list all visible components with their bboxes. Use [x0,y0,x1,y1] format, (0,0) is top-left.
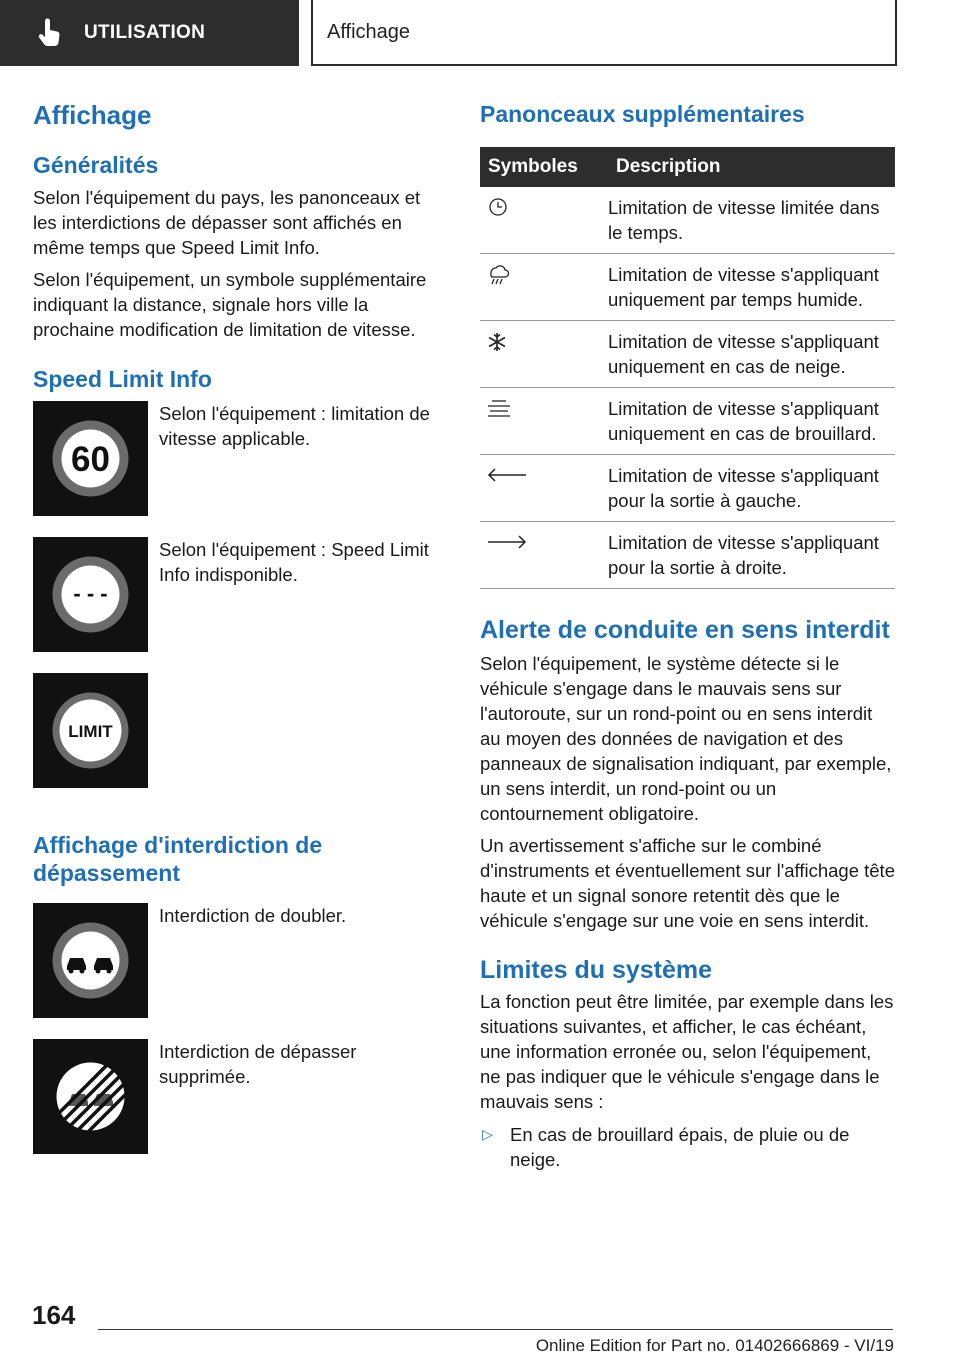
page-title: Affichage [33,100,152,130]
table-row [480,254,895,321]
limites-heading: Limites du système [480,956,713,984]
panonceaux-table [480,147,895,589]
row-description: Limitation de vitesse s'appliquant pour la sortie à droite. [608,522,895,589]
speed-limit-item [33,537,443,673]
arrow-right-icon [486,532,528,552]
generalites-heading: Généralités [33,152,159,178]
rain-icon [486,264,510,286]
table-row [480,321,895,388]
page-topic-tab [311,0,897,66]
overtaking-item [33,903,443,1039]
list-item-text: En cas de brouillard épais, de pluie ou de neige. [510,1124,850,1170]
speed-limit-60-sign [33,401,148,516]
speed-limit-heading: Speed Limit Info [33,366,212,392]
fog-icon [486,398,512,420]
hand-pointer-icon [36,18,64,48]
list-item [480,1122,895,1172]
row-description: Limitation de vitesse s'appliquant uniquement en cas de brouillard. [608,388,895,455]
limites-paragraph: La fonction peut être limitée, par exemple dans les situations suivantes, et afficher, le cas échéant, une information erronée ou, selon l'équipement, ne pas indiquer que le véhicule s'engage dans le mauvais sens : [480,991,894,1112]
clock-icon [486,197,510,217]
page-topic: Affichage [327,20,411,43]
speed-limit-text: Selon l'équipement : limitation de vitesse applicable. [159,403,430,449]
left-column [33,100,443,1175]
generalites-paragraph-1: Selon l'équipement du pays, les panonceaux et les interdictions de dépasser sont affichés en même temps que Speed Limit Info. [33,187,421,258]
speed-limit-unavailable-sign [33,537,148,652]
arrow-left-icon [486,465,528,485]
alerte-paragraph-2: Un avertissement s'affiche sur le combiné d'instruments et éventuellement sur l'affichage tête haute et un signal sonore retentit dès que le véhicule s'engage sur une voie en sens interdit. [480,835,895,931]
sign-limit-text: LIMIT [68,722,113,741]
table-row [480,522,895,589]
overtaking-text: Interdiction de doubler. [159,905,347,926]
col-description-header: Description [608,147,895,187]
alerte-paragraph-1: Selon l'équipement, le système détecte si le véhicule s'engage dans le mauvais sens sur l'autoroute, sur un rond-point ou en sens interdit au moyen des données de navigation et des panneaux de signalisation indiquant, par exemple, un sens interdit, un rond-point ou un contournement obligatoire. [480,653,892,824]
sign-60-text: 60 [71,440,110,479]
section-tab [0,0,299,66]
alerte-heading: Alerte de conduite en sens interdit [480,616,890,644]
generalites-paragraph-2: Selon l'équipement, un symbole supplémentaire indiquant la distance, signale hors ville la prochaine modification de limitation de vitesse. [33,269,427,340]
row-description: Limitation de vitesse s'appliquant pour la sortie à gauche. [608,455,895,522]
no-overtaking-sign [33,903,148,1018]
sign-dashes-text: - - - [73,581,108,606]
footer-edition: Online Edition for Part no. 01402666869 - VI/19 [535,1336,894,1355]
snowflake-icon [486,331,508,353]
row-description: Limitation de vitesse limitée dans le temps. [608,187,895,254]
overtaking-item [33,1039,443,1175]
row-description: Limitation de vitesse s'appliquant uniquement par temps humide. [608,254,895,321]
speed-limit-limit-sign [33,673,148,788]
bullet-triangle-icon: ▷ [482,1126,493,1142]
speed-limit-item [33,401,443,537]
speed-limit-item [33,673,443,809]
table-row [480,388,895,455]
overtaking-text: Interdiction de dépasser supprimée. [159,1041,357,1087]
end-no-overtaking-sign [33,1039,148,1154]
page-number: 164 [32,1300,76,1330]
overtaking-heading: Affichage d'interdiction de dépassement [33,832,323,886]
col-symbols-header: Symboles [480,147,608,187]
row-description: Limitation de vitesse s'appliquant uniquement en cas de neige. [608,321,895,388]
right-column [480,100,895,1172]
table-row [480,455,895,522]
footer-divider [98,1329,893,1330]
speed-limit-text: Selon l'équipement : Speed Limit Info indisponible. [159,539,429,585]
table-row [480,187,895,254]
panonceaux-heading: Panonceaux supplémentaires [480,101,805,127]
section-title: UTILISATION [84,22,206,43]
